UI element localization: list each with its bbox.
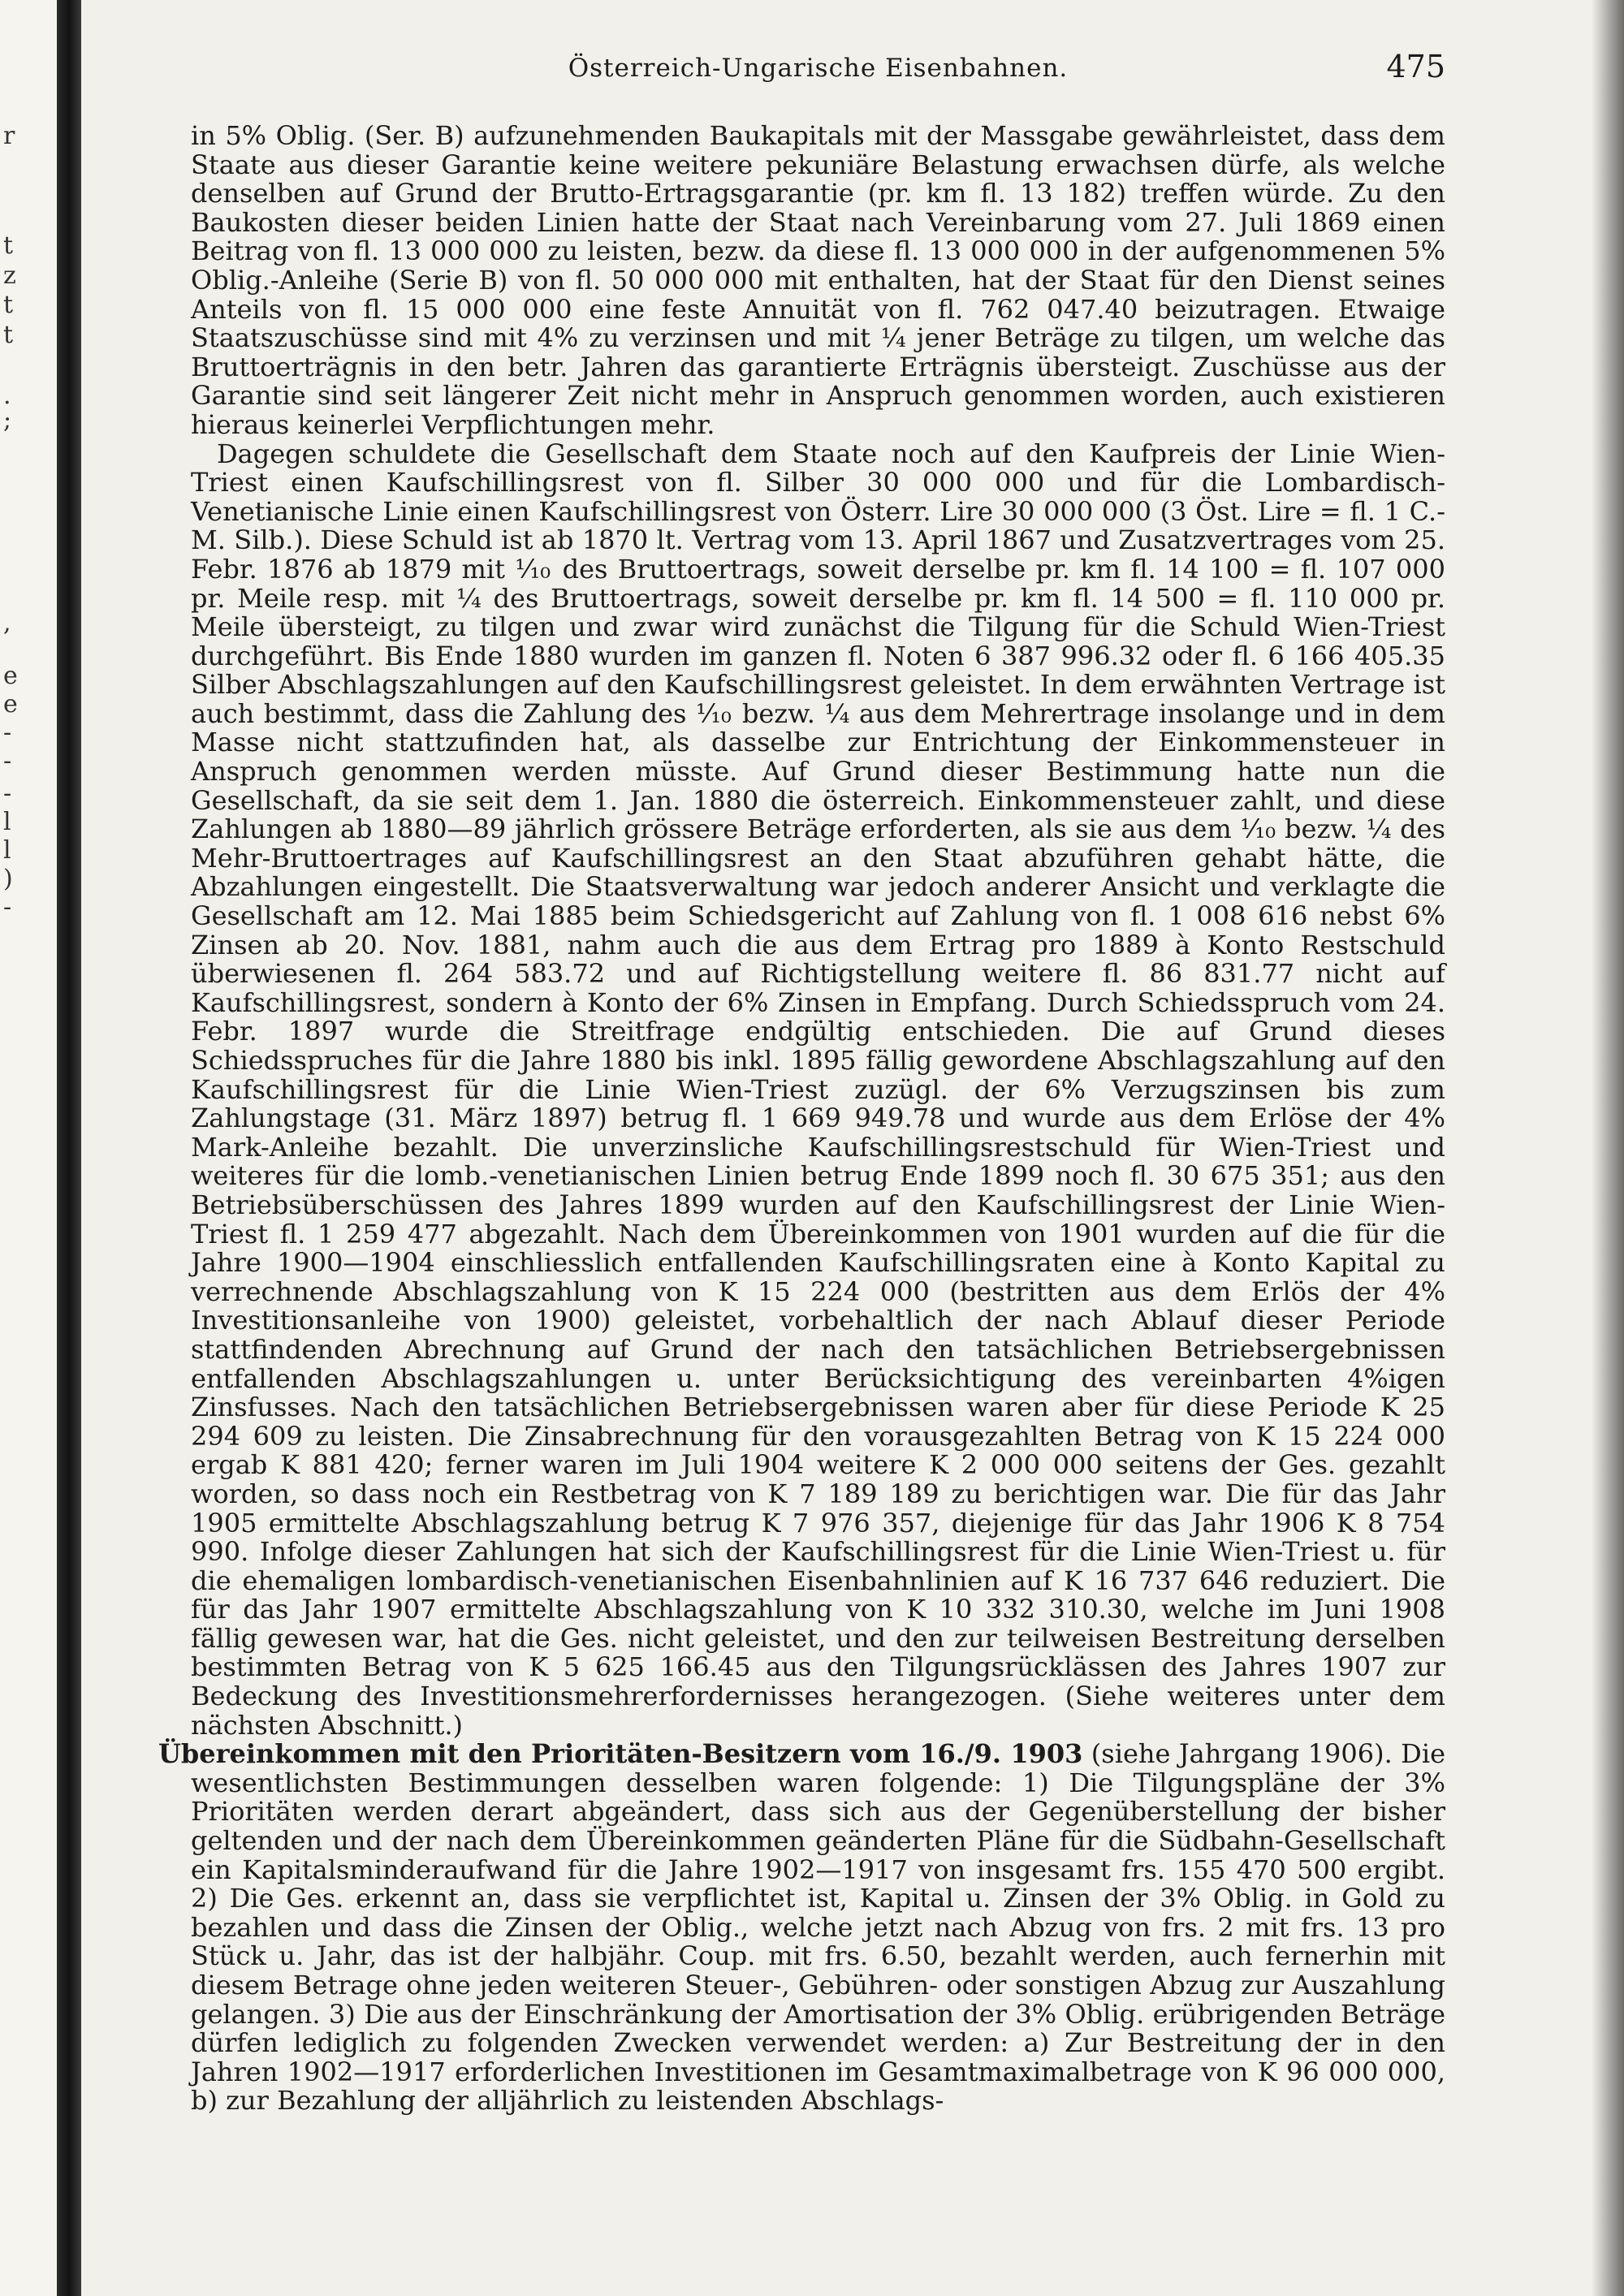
margin-glyph: - (3, 747, 12, 775)
adjacent-page-edge (0, 0, 57, 2296)
margin-glyph: - (3, 719, 12, 747)
margin-glyph: t (3, 231, 14, 260)
margin-glyph: r (3, 122, 15, 150)
book-binding-shadow (57, 0, 81, 2296)
running-header (191, 49, 1445, 97)
margin-glyph: ) (3, 865, 13, 893)
section-heading: Übereinkommen mit den Prioritäten-Besitzern vom 16./9. 1903 (158, 1738, 1083, 1770)
margin-glyph: . (3, 382, 11, 410)
page-edge-shadow (1592, 0, 1624, 2296)
margin-glyph: - (3, 779, 12, 808)
section-body: (siehe Jahrgang 1906). Die wesentlichsten Bestimmungen desselben waren folgende: 1) Die Tilgungspläne der 3% Prioritäten werden derart abgeändert, dass sich aus der Gegenüberstellung der bisher geltenden und der nach dem Übereinkommen geänderten Pläne für die Südbahn-Gesellschaft ein Kapitalsminderaufwand für die Jahre 1902—1917 von insgesamt frs. 155 470 500 ergibt. 2) Die Ges. erkennt an, dass sie verpflichtet ist, Kapital u. Zinsen der 3% Oblig. in Gold zu bezahlen und dass die Zinsen der Oblig., welche jetzt nach Abzug von frs. 2 mit frs. 13 pro Stück u. Jahr, das ist der halbjähr. Coup. mit frs. 6.50, bezahlt werden, auch fernerhin mit diesem Betrage ohne jeden weiteren Steuer-, Gebühren- oder sonstigen Abzug zur Auszahlung gelangen. 3) Die aus der Einschränkung der Amortisation der 3% Oblig. erübrigenden Beträge dürfen lediglich zu folgenden Zwecken verwendet werden: a) Zur Bestreitung der in den Jahren 1902—1917 erforderlichen Investitionen im Gesamtmaximalbetrage von K 96 000 000, b) zur Bezahlung der alljährlich zu leistenden Abschlags- (191, 1738, 1446, 2117)
page-number: 475 (1386, 49, 1445, 84)
margin-glyph: t (3, 291, 14, 319)
running-title: Österreich-Ungarische Eisenbahnen. (568, 54, 1069, 83)
paragraph-continuation: in 5% Oblig. (Ser. B) aufzunehmenden Baukapitals mit der Massgabe gewährleistet, dass dem Staate aus dieser Garantie keine weitere pekuniäre Belastung erwachsen dürfe, als welche denselben auf Grund der Brutto-Ertragsgarantie (pr. km fl. 13 182) treffen würde. Zu den Baukosten dieser beiden Linien hatte der Staat nach Vereinbarung vom 27. Juli 1869 einen Beitrag von fl. 13 000 000 zu leisten, bezw. da diese fl. 13 000 000 in der aufgenommenen 5% Oblig.-Anleihe (Serie B) von fl. 50 000 000 mit enthalten, hat der Staat für den Dienst seines Anteils von fl. 15 000 000 eine feste Annuität von fl. 762 047.40 beizutragen. Etwaige Staatszuschüsse sind mit 4% zu verzinsen und mit ¼ jener Beträge zu tilgen, um welche das Bruttoerträgnis in den betr. Jahren das garantierte Erträgnis übersteigt. Zuschüsse aus der Garantie sind seit längerer Zeit nicht mehr in Anspruch genommen worden, auch existieren hieraus keinerlei Verpflichtungen mehr. (191, 120, 1445, 440)
margin-glyph: t (3, 321, 14, 349)
paragraph-uebereinkommen (158, 1740, 1445, 2116)
margin-glyph: l (3, 808, 11, 836)
page-content (158, 49, 1446, 2117)
margin-glyph: e (3, 662, 18, 690)
margin-glyph: e (3, 690, 18, 719)
margin-glyph: ; (3, 406, 12, 434)
margin-glyph: - (3, 893, 12, 921)
margin-glyph: z (3, 261, 16, 290)
margin-glyph: l (3, 836, 11, 865)
paragraph-kaufschillingsrest: Dagegen schuldete die Gesellschaft dem Staate noch auf den Kaufpreis der Linie Wien-Triest einen Kaufschillingsrest von fl. Silber 30 000 000 und für die Lombardisch-Venetianische Linie einen Kaufschillingsrest von Österr. Lire 30 000 000 (3 Öst. Lire = fl. 1 C.-M. Silb.). Diese Schuld ist ab 1870 lt. Vertrag vom 13. April 1867 und Zusatzvertrages vom 25. Febr. 1876 ab 1879 mit ⅒ des Bruttoertrags, soweit derselbe pr. km fl. 14 100 = fl. 107 000 pr. Meile resp. mit ¼ des Bruttoertrags, soweit derselbe pr. km fl. 14 500 = fl. 110 000 pr. Meile übersteigt, zu tilgen und zwar wird zunächst die Tilgung für die Schuld Wien-Triest durchgeführt. Bis Ende 1880 wurden im ganzen fl. Noten 6 387 996.32 oder fl. 6 166 405.35 Silber Abschlagszahlungen auf den Kaufschillingsrest geleistet. In dem erwähnten Vertrage ist auch bestimmt, dass die Zahlung des ⅒ bezw. ¼ aus dem Mehrertrage insolange und in dem Masse nicht stattzufinden hat, als dasselbe zur Entrichtung der Einkommensteuer in Anspruch genommen werden müsste. Auf Grund dieser Bestimmung hatte nun die Gesellschaft, da sie seit dem 1. Jan. 1880 die österreich. Einkommensteuer zahlt, und diese Zahlungen ab 1880—89 jährlich grössere Beträge erforderten, als sie aus dem ⅒ bezw. ¼ des Mehr-Bruttoertrages auf Kaufschillingsrest an den Staat abzuführen gehabt hätte, die Abzahlungen eingestellt. Die Staatsverwaltung war jedoch anderer Ansicht und verklagte die Gesellschaft am 12. Mai 1885 beim Schiedsgericht auf Zahlung von fl. 1 008 616 nebst 6% Zinsen ab 20. Nov. 1881, nahm auch die aus dem Ertrag pro 1889 à Konto Restschuld überwiesenen fl. 264 583.72 und auf Richtigstellung weitere fl. 86 831.77 nicht auf Kaufschillingsrest, sondern à Konto der 6% Zinsen in Empfang. Durch Schiedsspruch vom 24. Febr. 1897 wurde die Streitfrage endgültig entschieden. Die auf Grund dieses Schiedsspruches für die Jahre 1880 bis inkl. 1895 fällig gewordene Abschlagszahlung auf den Kaufschillingsrest für die Linie Wien-Triest zuzügl. der 6% Verzugszinsen bis zum Zahlungstage (31. März 1897) betrug fl. 1 669 949.78 und wurde aus dem Erlöse der 4% Mark-Anleihe bezahlt. Die unverzinsliche Kaufschillingsrestschuld für Wien-Triest und weiteres für die lomb.-venetianischen Linien betrug Ende 1899 noch fl. 30 675 351; aus den Betriebsüberschüssen des Jahres 1899 wurden auf den Kaufschillingsrest der Linie Wien-Triest fl. 1 259 477 abgezahlt. Nach dem Übereinkommen von 1901 wurden auf die für die Jahre 1900—1904 einschliesslich entfallenden Kaufschillingsraten eine à Konto Kapital zu verrechnende Abschlagszahlung von K 15 224 000 (bestritten aus dem Erlös der 4% Investitionsanleihe von 1900) geleistet, vorbehaltlich der nach Ablauf dieser Periode stattfindenden Abrechnung auf Grund der nach den tatsächlichen Betriebsergebnissen entfallenden Abschlagszahlungen u. unter Berücksichtigung des vereinbarten 4%igen Zinsfusses. Nach den tatsächlichen Betriebsergebnissen waren aber für diese Periode K 25 294 609 zu leisten. Die Zinsabrechnung für den vorausgezahlten Betrag von K 15 224 000 ergab K 881 420; ferner waren im Juli 1904 weitere K 2 000 000 seitens der Ges. gezahlt worden, so dass noch ein Restbetrag von K 7 189 189 zu berichtigen war. Die für das Jahr 1905 ermittelte Abschlagszahlung betrug K 7 976 357, diejenige für das Jahr 1906 K 8 754 990. Infolge dieser Zahlungen hat sich der Kaufschillingsrest für die Linie Wien-Triest u. für die ehemaligen lombardisch-venetianischen Eisenbahnlinien auf K 16 737 646 reduziert. Die für das Jahr 1907 ermittelte Abschlagszahlung von K 10 332 310.30, welche im Juni 1908 fällig gewesen war, hat die Ges. nicht geleistet, und den zur teilweisen Bestreitung derselben bestimmten Betrag von K 5 625 166.45 aus den Tilgungsrücklässen des Jahres 1907 zur Bedeckung des Investitionsmehrerfordernisses herangezogen. (Siehe weiteres unter dem nächsten Abschnitt.) (191, 438, 1445, 1741)
margin-glyph: , (3, 609, 11, 637)
